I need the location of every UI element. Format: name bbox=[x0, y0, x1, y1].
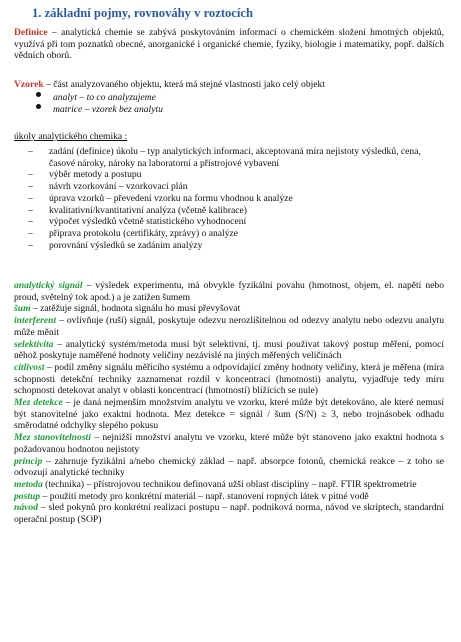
list-item-text: zadání (definice) úkolu – typ analytických informací, akceptovaná míra nejistoty výsledků, cena, časové nároky, nároky na laboratorní a přístrojové vybavení bbox=[49, 146, 421, 169]
bullet-text: matrice – vzorek bez analytu bbox=[53, 103, 163, 115]
term-paragraph bbox=[14, 456, 444, 479]
list-item: – kvalitativní/kvantitativní analýza (včetně kalibrace) bbox=[14, 205, 444, 217]
term-label: Mez detekce bbox=[14, 397, 63, 409]
ukoly-heading-wrap bbox=[14, 131, 444, 143]
term-label: postup bbox=[14, 490, 41, 502]
term-text: – zatěžuje signál, hodnota signálu ho musí převyšovat bbox=[30, 303, 241, 315]
term-paragraph bbox=[14, 491, 444, 503]
ukoly-list bbox=[14, 146, 444, 251]
term-label: selektivita bbox=[14, 338, 54, 350]
list-item-text: úprava vzorků – převedení vzorku na formu vhodnou k analýze bbox=[49, 192, 293, 204]
definice-paragraph bbox=[14, 27, 444, 62]
term-paragraph bbox=[14, 479, 444, 491]
term-label: interferent bbox=[14, 315, 57, 327]
term-text: – analytický systém/metoda musí být selektivní, tj. musí používat takový postup měření, pomocí něhož poskytuje naměřené hodnoty veličiny nezávislé na jiných měřených veličinách bbox=[14, 338, 444, 362]
list-item-text: výběr metody a postupu bbox=[49, 169, 142, 181]
list-item: – příprava protokolu (certifikáty, zprávy) o analýze bbox=[14, 228, 444, 240]
term-label: metoda bbox=[14, 478, 43, 490]
term-label: návod bbox=[14, 502, 38, 514]
page-title: 1. základní pojmy, rovnováhy v roztocích bbox=[32, 6, 253, 20]
definice-term: Definice bbox=[14, 27, 48, 38]
term-label: citlivost bbox=[14, 361, 45, 373]
vzorek-bullets bbox=[14, 92, 444, 115]
bullet-text: analyt – to co analyzujeme bbox=[53, 92, 156, 103]
list-item bbox=[14, 104, 444, 116]
term-label: princip bbox=[14, 455, 43, 467]
term-paragraph bbox=[14, 362, 444, 397]
list-item: – výpočet výsledků včetně statistického vyhodnocení bbox=[14, 216, 444, 228]
list-item: – návrh vzorkování – vzorkovací plán bbox=[14, 181, 444, 193]
term-paragraph bbox=[14, 502, 444, 525]
term-paragraph bbox=[14, 315, 444, 338]
list-item: – porovnání výsledků se zadáním analýzy bbox=[14, 240, 444, 252]
list-item: – úprava vzorků – převedení vzorku na formu vhodnou k analýze bbox=[14, 193, 444, 205]
list-item-text: porovnání výsledků se zadáním analýzy bbox=[49, 239, 203, 251]
list-item bbox=[14, 92, 444, 104]
vzorek-text: – část analyzovaného objektu, která má stejné vlastnosti jako celý objekt bbox=[43, 79, 326, 90]
terms-section bbox=[14, 280, 444, 526]
vzorek-paragraph bbox=[14, 79, 444, 91]
term-label: analytický signál bbox=[14, 280, 83, 291]
term-text: (technika) – přístrojovou technikou definovaná užší oblast disciplíny – např. FTIR spektrometrie bbox=[42, 478, 417, 490]
term-paragraph bbox=[14, 432, 444, 455]
vzorek-term: Vzorek bbox=[14, 79, 44, 90]
term-paragraph bbox=[14, 339, 444, 362]
term-text: – ovlivňuje (ruší) signál, poskytuje odezvu nerozlišitelnou od odezvy analytu nebo odezvu analytu může měnit bbox=[14, 315, 444, 338]
term-paragraph bbox=[14, 397, 444, 432]
term-text: – výsledek experimentu, má obvykle fyzikální povahu (hmotnost, objem, el. napětí nebo proud, světelný tok apod.) a je zatížen šumem bbox=[14, 280, 444, 303]
bullet-icon bbox=[36, 104, 41, 109]
bullet-icon bbox=[36, 92, 41, 97]
list-item: – výběr metody a postupu bbox=[14, 169, 444, 181]
term-label: Mez stanovitelnosti bbox=[14, 432, 91, 444]
list-item-text: návrh vzorkování – vzorkovací plán bbox=[49, 181, 188, 193]
ukoly-heading: úkoly analytického chemika : bbox=[14, 131, 128, 142]
list-item-text: výpočet výsledků včetně statistického vyhodnocení bbox=[49, 216, 247, 228]
list-item: – zadání (definice) úkolu – typ analytických informací, akceptovaná míra nejistoty výsledků, cena, časové nároky, nároky na laboratorní a přístrojové vybavení bbox=[14, 146, 444, 169]
term-text: – nejnižší množství analytu ve vzorku, které může být stanoveno jako exaktní hodnota s požadovanou hodnotou nejistoty bbox=[14, 432, 444, 455]
term-text: – použití metody pro konkrétní materiál – např. stanovení ropných látek v pitné vodě bbox=[40, 490, 369, 502]
term-paragraph bbox=[14, 303, 444, 315]
term-text: – sled pokynů pro konkrétní realizaci postupu – např. podniková norma, návod ve skriptech, standardní operační postup (SOP) bbox=[14, 502, 444, 526]
list-item-text: kvalitativní/kvantitativní analýza (včetně kalibrace) bbox=[49, 204, 247, 216]
list-item-text: příprava protokolu (certifikáty, zprávy) o analýze bbox=[49, 227, 239, 239]
term-text: – zahrnuje fyzikální a/nebo chemický základ – např. absorpce fotonů, chemická reakce – z toho se odvozují analytické techniky bbox=[14, 455, 444, 479]
term-text: – podíl změny signálu měřicího systému a odpovídající změny hodnoty veličiny, která je měřena (míra schopnosti detekční techniky zaznamenat rozdíl v koncentraci (hmotnosti) analytu, vyjadřuje tedy míru schopnosti detekovat analyt v oblasti koncentrací (hmotností) blížících se nule) bbox=[14, 361, 444, 397]
term-paragraph bbox=[14, 280, 444, 303]
term-label: šum bbox=[14, 303, 31, 315]
term-text: – je daná nejmenším množstvím analytu ve vzorku, které může být detekováno, ale které nemusí být stanovitelné jako exaktní hodnota. Mez detekce = signál / šum (S/N) ≥ 3, nebo trojnásobek odhadu směrodatné odchylky slepého pokusu bbox=[14, 397, 444, 432]
definice-text: – analytická chemie se zabývá poskytováním informací o chemickém složení hmotných objektů, využívá při tom poznatků obecné, anorganické i organické chemie, fyziky, biologie i matematiky, popř. dalších vědních oborů. bbox=[14, 27, 444, 62]
